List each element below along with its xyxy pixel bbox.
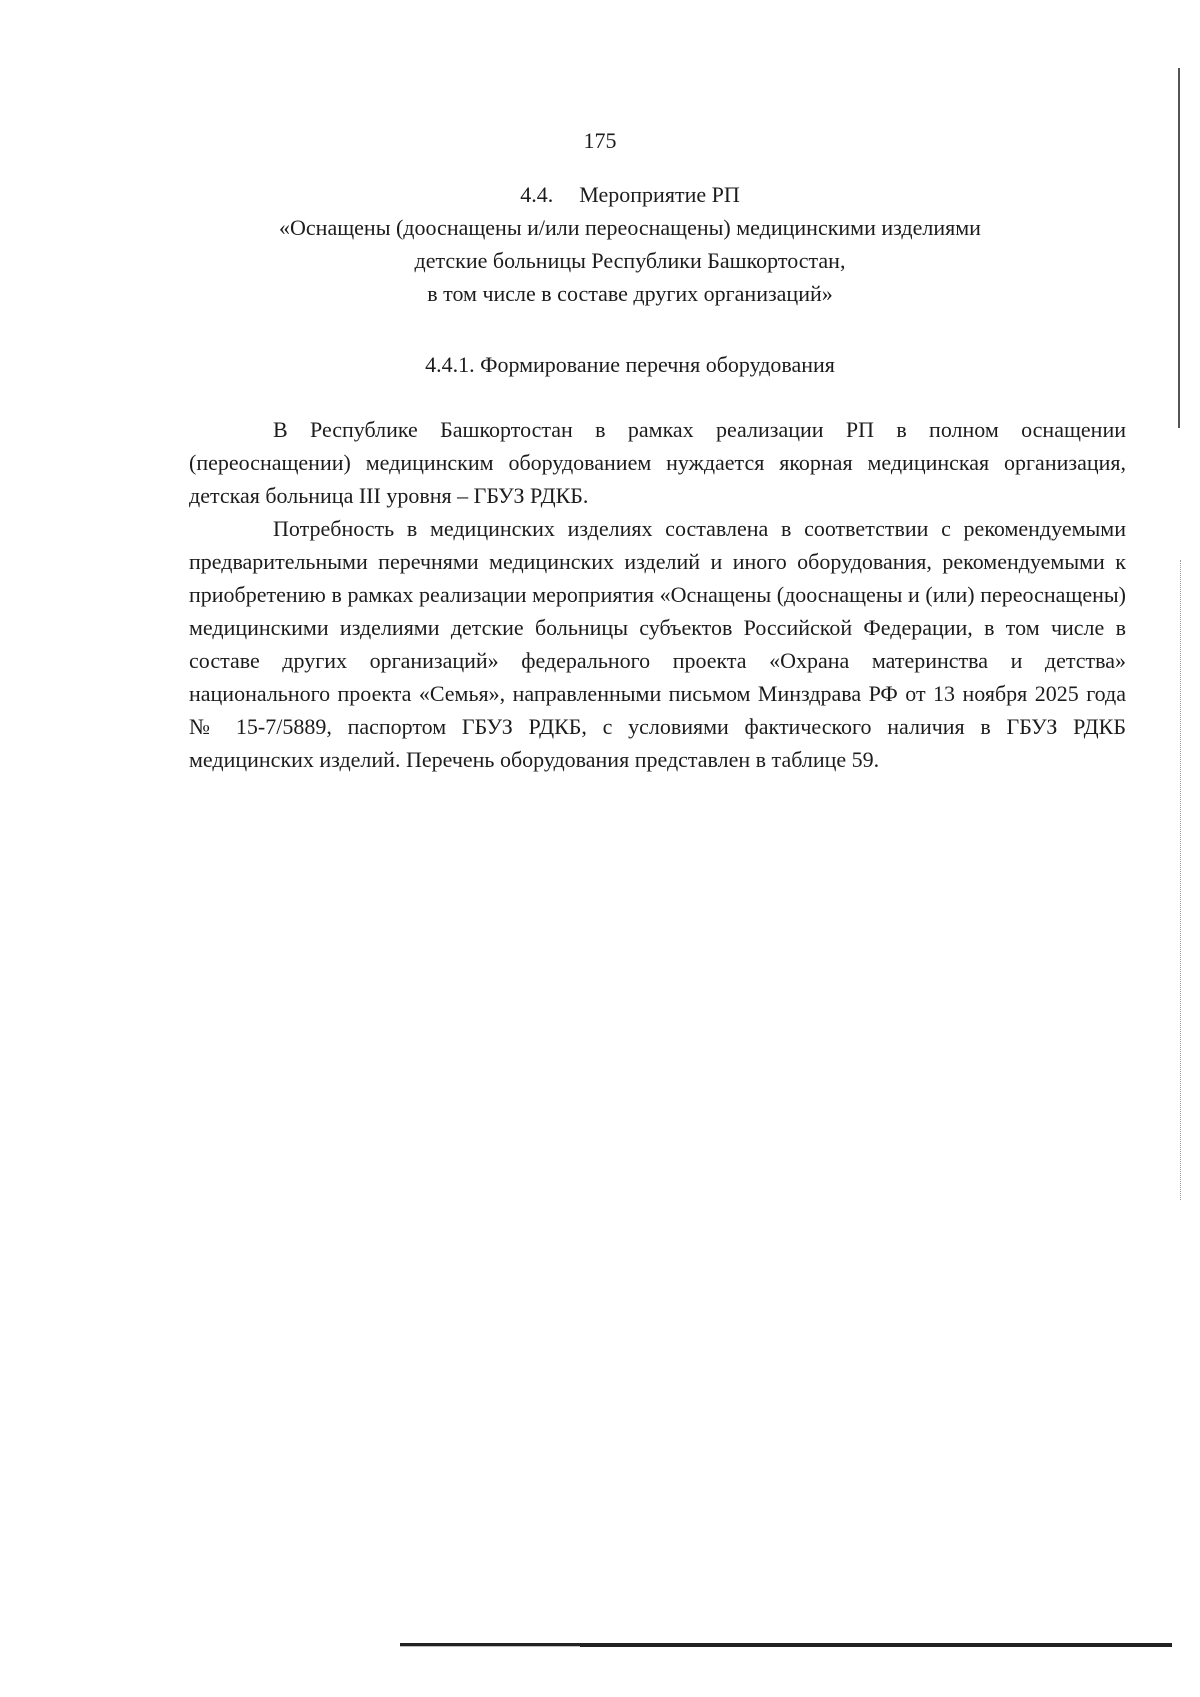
scan-margin-line — [1178, 68, 1180, 428]
paragraph-1: В Республике Башкортостан в рамках реализации РП в полном оснащении (переоснащении) медицинским оборудованием нуждается якорная медицинская организация, детская больница III уровня – ГБУЗ РДКБ. — [189, 417, 1126, 508]
section-title: Мероприятие РП — [579, 182, 740, 207]
scan-margin-dots — [1180, 560, 1182, 1200]
page-number: 175 — [583, 128, 617, 153]
section-heading — [180, 178, 1080, 310]
section-heading-title-line — [180, 178, 1080, 211]
page-bottom-rule-faint — [400, 1646, 580, 1647]
section-heading-line-3: детские больницы Республики Башкортостан, — [414, 248, 846, 273]
body-text — [189, 413, 1126, 776]
subsection-heading: 4.4.1. Формирование перечня оборудования — [425, 352, 835, 377]
paragraph-2: Потребность в медицинских изделиях составлена в соответствии с рекомендуемыми предварительными перечнями медицинских изделий и иного оборудования, рекомендуемыми к приобретению в рамках реализации мероприятия «Оснащены (дооснащены и (или) переоснащены) медицинскими изделиями детские больницы субъектов Российской Федерации, в том числе в составе других организаций» федерального проекта «Охрана материнства и детства» национального проекта «Семья», направленными письмом Минздрава РФ от 13 ноября 2025 года № 15-7/5889, паспортом ГБУЗ РДКБ, с условиями фактического наличия в ГБУЗ РДКБ медицинских изделий. Перечень оборудования представлен в таблице 59. — [189, 516, 1126, 772]
section-heading-line-2: «Оснащены (дооснащены и/или переоснащены) медицинскими изделиями — [279, 215, 981, 240]
section-heading-line-4: в том числе в составе других организаций» — [427, 281, 833, 306]
section-number: 4.4. — [520, 182, 554, 207]
